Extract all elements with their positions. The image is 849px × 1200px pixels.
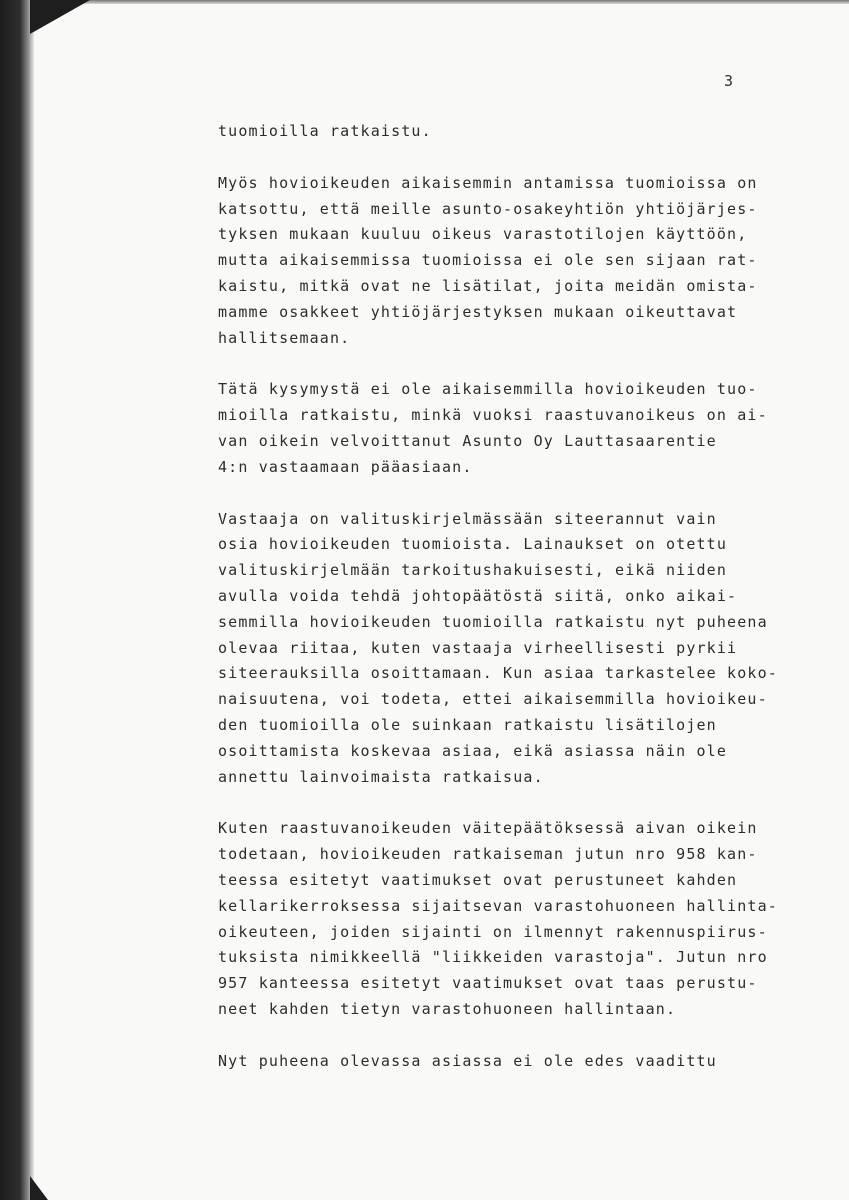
text-line: Myös hovioikeuden aikaisemmin antamissa tuomioissa on xyxy=(218,173,758,192)
text-line: mamme osakkeet yhtiöjärjestyksen mukaan oikeuttavat xyxy=(218,302,738,321)
text-line: annettu lainvoimaista ratkaisua. xyxy=(218,767,544,786)
text-line: osoittamista koskevaa asiaa, eikä asiassa näin ole xyxy=(218,741,728,760)
text-line: tyksen mukaan kuuluu oikeus varastotilojen käyttöön, xyxy=(218,225,748,244)
text-line: tuomioilla ratkaistu. xyxy=(218,122,432,140)
text-line: Vastaaja on valituskirjelmässään siteerannut vain xyxy=(218,509,717,528)
paragraph xyxy=(218,507,818,791)
text-line: siteerauksilla osoittamaan. Kun asiaa tarkastelee koko- xyxy=(218,664,778,683)
text-line: den tuomioilla ole suinkaan ratkaistu lisätilojen xyxy=(218,715,717,734)
text-line: hallitsemaan. xyxy=(218,328,351,347)
text-line: naisuutena, voi todeta, ettei aikaisemmilla hovioikeu- xyxy=(218,690,768,709)
paragraph xyxy=(218,171,818,352)
text-line: teessa esitetyt vaatimukset ovat perustuneet kahden xyxy=(218,870,738,889)
text-line: 957 kanteessa esitetyt vaatimukset ovat taas perustu- xyxy=(218,974,758,993)
text-line: olevaa riitaa, kuten vastaaja virheellisesti pyrkii xyxy=(218,638,738,657)
folded-corner-top xyxy=(30,0,90,34)
scan-edge-top xyxy=(30,0,849,4)
text-line: katsottu, että meille asunto-osakeyhtiön yhtiöjärjes- xyxy=(218,199,758,218)
text-line: mutta aikaisemmissa tuomioissa ei ole sen sijaan rat- xyxy=(218,251,758,270)
page-number: 3 xyxy=(724,72,734,90)
text-line: osia hovioikeuden tuomioista. Lainaukset on otettu xyxy=(218,535,728,554)
text-line: Kuten raastuvanoikeuden väitepäätöksessä aivan oikein xyxy=(218,819,758,838)
text-line: avulla voida tehdä johtopäätöstä siitä, onko aikai- xyxy=(218,586,738,605)
text-line: todetaan, hovioikeuden ratkaiseman jutun nro 958 kan- xyxy=(218,845,758,864)
paragraph xyxy=(218,816,818,1022)
text-line: oikeuteen, joiden sijainti on ilmennyt rakennuspiirus- xyxy=(218,922,768,941)
paragraph xyxy=(218,377,818,480)
text-line: mioilla ratkaistu, minkä vuoksi raastuvanoikeus on ai- xyxy=(218,406,768,425)
text-line: Nyt puheena olevassa asiassa ei ole edes vaadittu xyxy=(218,1051,717,1070)
folded-corner-bottom xyxy=(30,1176,48,1200)
text-line: 4:n vastaamaan pääasiaan. xyxy=(218,457,473,476)
paragraph xyxy=(218,119,818,145)
text-line: tuksista nimikkeellä "liikkeiden varastoja". Jutun nro xyxy=(218,948,768,967)
text-line: neet kahden tietyn varastohuoneen hallintaan. xyxy=(218,999,677,1018)
paragraph xyxy=(218,1049,818,1075)
text-line: valituskirjelmään tarkoitushakuisesti, eikä niiden xyxy=(218,561,728,580)
text-line: semmilla hovioikeuden tuomioilla ratkaistu nyt puheena xyxy=(218,612,768,631)
text-line: Tätä kysymystä ei ole aikaisemmilla hovioikeuden tuo- xyxy=(218,380,758,399)
text-line: van oikein velvoittanut Asunto Oy Lauttasaarentie xyxy=(218,431,717,450)
text-line: kellarikerroksessa sijaitsevan varastohuoneen hallinta- xyxy=(218,896,778,915)
scan-edge-left xyxy=(0,0,34,1200)
text-line: kaistu, mitkä ovat ne lisätilat, joita meidän omista- xyxy=(218,276,758,295)
document-body xyxy=(218,119,818,1101)
